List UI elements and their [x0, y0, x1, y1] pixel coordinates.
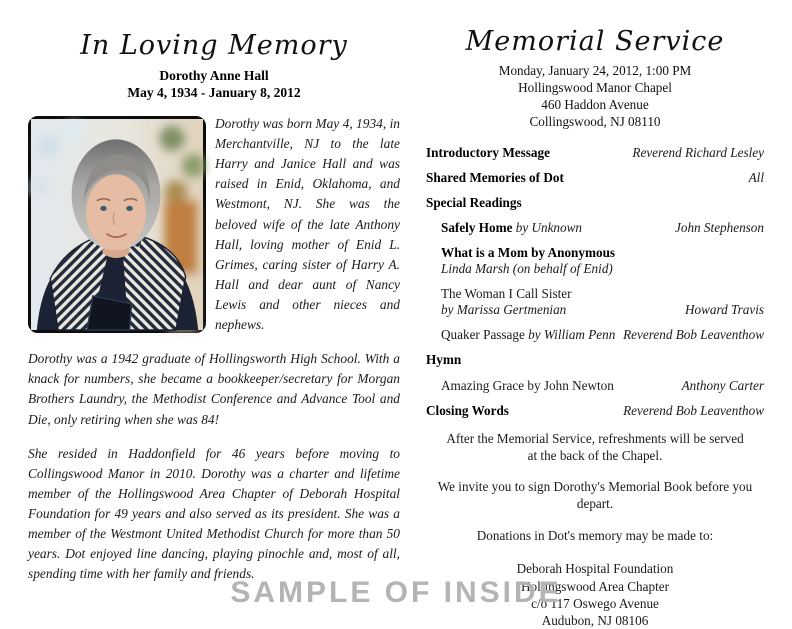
- program-row: [426, 220, 764, 236]
- service-note: [426, 430, 764, 464]
- program-item-title: Amazing Grace by John Newton: [441, 377, 614, 393]
- program-item: [441, 286, 572, 318]
- woman-portrait-photo: [28, 116, 206, 333]
- left-page-title: In Loving Memory: [80, 30, 348, 61]
- program-item: [426, 145, 550, 161]
- program-item-title-line: [426, 170, 564, 186]
- program-item-reader: Reverend Richard Lesley: [632, 144, 764, 160]
- donations-address-line: Deborah Hospital Foundation: [516, 561, 674, 577]
- program-item: [441, 327, 615, 343]
- program-item-title: What is a Mom by Anonymous: [441, 245, 616, 260]
- portrait-illustration: [31, 119, 203, 330]
- program-row: [426, 286, 764, 318]
- program-item-subline: by Marissa Gertmenian: [441, 302, 567, 318]
- program-item-title: Safely Home: [441, 219, 513, 235]
- program-item-reader: Anthony Carter: [681, 377, 764, 393]
- program-item: [426, 403, 509, 419]
- service-note-line: at the back of the Chapel.: [527, 447, 663, 463]
- program-item-title: Quaker Passage: [441, 327, 525, 343]
- service-datetime: Monday, January 24, 2012, 1:00 PM: [498, 63, 692, 78]
- program-item: [426, 195, 522, 211]
- donations-address-line: Hollingswood Area Chapter: [521, 578, 669, 594]
- service-note-line: We invite you to sign Dorothy's Memorial Book before you depart.: [437, 479, 753, 512]
- service-address: 460 Haddon Avenue: [541, 97, 649, 113]
- program-item-title-line: [441, 245, 615, 261]
- sample-watermark: SAMPLE OF INSIDE: [230, 576, 562, 609]
- program-item-title-line: [426, 195, 522, 211]
- service-note-line: After the Memorial Service, refreshments will be served: [446, 430, 744, 446]
- program-item-title-line: [441, 220, 582, 236]
- deceased-name: Dorothy Anne Hall: [159, 68, 269, 83]
- service-city: Collingswood, NJ 08110: [529, 114, 661, 130]
- program-item-author: by William Penn: [524, 327, 616, 343]
- program-row: [426, 378, 764, 394]
- program-item-author: by Unknown: [512, 219, 583, 235]
- program-item: [441, 378, 614, 394]
- program-item-title-line: [441, 286, 572, 302]
- program-item-reader: John Stephenson: [675, 219, 764, 235]
- program-item-title: Closing Words: [426, 402, 509, 418]
- program-item: [426, 170, 564, 186]
- bio-paragraph: She resided in Haddonfield for 46 years before moving to Collingswood Manor in 2010. Dorothy was a charter and lifetime member of the Hollingswood Area Chapter of Deborah Hospital Foundation for 49 years and also served as its president. She was a member of the Westmont United Methodist Church for more than 50 years. Dot enjoyed line dancing, playing pinochle and, most of all, spending time with her family and friends.: [28, 445, 400, 582]
- bio-paragraph: Dorothy was born May 4, 1934, in Merchantville, NJ to the late Harry and Janice Hall and was raised in Enid, Oklahoma, and Westmont, NJ. She was the beloved wife of the late Anthony Hall, loving mother of Enid L. Grimes, caring sister of Harry A. Hall and dear aunt of Nancy Lewis and other nieces and nephews.: [215, 116, 400, 333]
- program-item-title-line: [426, 403, 509, 419]
- program-item-title-line: [426, 145, 550, 161]
- program-row: [426, 145, 764, 161]
- program-row: [426, 352, 764, 368]
- right-page: [426, 26, 764, 629]
- donations-heading: Donations in Dot's memory may be made to:: [476, 528, 714, 544]
- program-item-reader: Reverend Bob Leaventhow: [623, 327, 764, 343]
- program-item-reader: Reverend Bob Leaventhow: [623, 402, 764, 418]
- program-item: [441, 220, 582, 236]
- program-row: [426, 403, 764, 419]
- bio-paragraph: Dorothy was a 1942 graduate of Hollingsworth High School. With a knack for numbers, she became a bookkeeper/secretary for Morgan Brothers Laundry, the Methodist Conference and Advance Tool and Die, only retiring when she was 84!: [28, 351, 400, 427]
- program-item-subline: Linda Marsh (on behalf of Enid): [441, 261, 613, 277]
- service-notes: [426, 430, 764, 513]
- program-item-title-line: [441, 378, 614, 394]
- program-item-title-line: [426, 352, 461, 368]
- donations-address-line: Audubon, NJ 08106: [541, 612, 649, 628]
- service-note: [426, 478, 764, 512]
- program-item-title: Shared Memories of Dot: [426, 169, 564, 185]
- program-row: [426, 327, 764, 343]
- program-item-reader: All: [748, 169, 764, 185]
- program-item: [426, 352, 461, 368]
- service-details: [426, 62, 764, 131]
- deceased-dates: May 4, 1934 - January 8, 2012: [127, 85, 301, 100]
- program-item-title: Hymn: [426, 352, 462, 368]
- program-row: [426, 245, 764, 277]
- program-item-reader: Howard Travis: [684, 302, 764, 318]
- order-of-service: [426, 145, 764, 419]
- program-item-title: Special Readings: [426, 194, 522, 210]
- right-page-title: Memorial Service: [465, 26, 725, 57]
- biography: [28, 114, 400, 584]
- service-venue: Hollingswood Manor Chapel: [518, 80, 672, 96]
- program-item-title-line: [441, 327, 615, 343]
- left-page: [28, 30, 400, 598]
- program-item: [441, 245, 615, 277]
- program-item-title: Introductory Message: [426, 144, 550, 160]
- donations-address-line: c/o 117 Oswego Avenue: [531, 595, 659, 611]
- program-row: [426, 170, 764, 186]
- program-item-title: The Woman I Call Sister: [441, 286, 572, 302]
- program-row: [426, 195, 764, 211]
